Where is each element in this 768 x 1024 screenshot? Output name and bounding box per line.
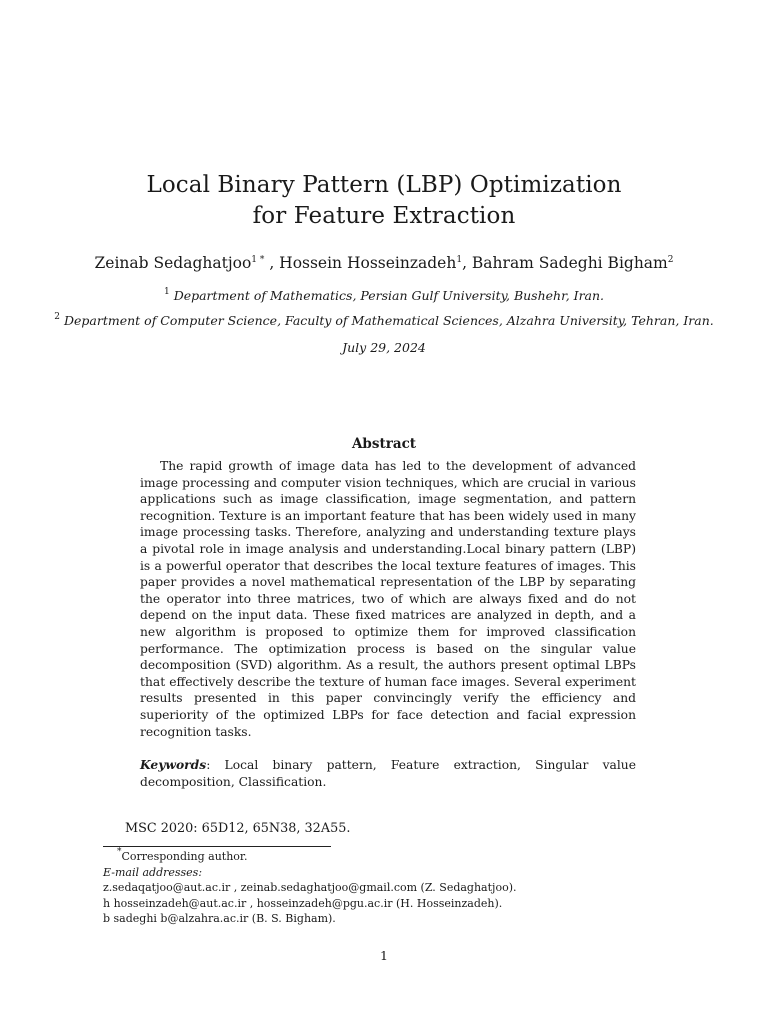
footnote-corresponding bbox=[103, 849, 516, 865]
page-number: 1 bbox=[380, 948, 388, 963]
footnote-email: z.sedaqatjoo@aut.ac.ir , zeinab.sedaghatjoo@gmail.com (Z. Sedaghatjoo). bbox=[103, 881, 517, 894]
author-separator: , bbox=[264, 254, 280, 272]
abstract-body: The rapid growth of image data has led to the development of advanced image processing and computer vision techniques, which are crucial in various applications such as image classification, image segmentation, and pattern recognition. Texture is an important feature that has been widely used in many image processing tasks. Therefore, analyzing and understanding texture plays a pivotal role in image analysis and understanding.Local binary pattern (LBP) is a powerful operator that describes the local texture features of images. This paper provides a novel mathematical representation of the LBP by separating the operator into three matrices, two of which are always fixed and do not depend on the input data. These fixed matrices are analyzed in depth, and a new algorithm is proposed to optimize them for improved classification performance. The optimization process is based on the singular value decomposition (SVD) algorithm. As a result, the authors present optimal LBPs that effectively describe the texture of human face images. Several experiment results presented in this paper convincingly verify the efficiency and superiority of the optimized LBPs for face detection and facial expression recognition tasks. bbox=[140, 459, 636, 739]
footnote-email: h hosseinzadeh@aut.ac.ir , hosseinzadeh@pgu.ac.ir (H. Hosseinzadeh). bbox=[103, 896, 503, 910]
author-separator: , bbox=[462, 254, 472, 272]
publication-date: July 29, 2024 bbox=[342, 340, 426, 355]
affiliation-mark: 1 bbox=[163, 287, 170, 297]
author-mark: 2 bbox=[667, 255, 674, 265]
title-line-1: Local Binary Pattern (LBP) Optimization bbox=[146, 172, 622, 198]
title-line-2: for Feature Extraction bbox=[252, 203, 516, 229]
footnote-email: b sadeghi b@alzahra.ac.ir (B. S. Bigham). bbox=[103, 912, 336, 925]
author-mark: 1 bbox=[456, 255, 463, 265]
author-name: Zeinab Sedaghatjoo bbox=[94, 254, 252, 272]
author-mark: 1 * bbox=[251, 255, 265, 265]
keywords-text: : Local binary pattern, Feature extraction, Singular value decomposition, Classification. bbox=[140, 758, 636, 789]
footnote-divider bbox=[103, 846, 331, 847]
author-name: Hossein Hosseinzadeh bbox=[279, 254, 457, 272]
affiliation-mark: 2 bbox=[54, 312, 61, 322]
footnotes bbox=[103, 849, 516, 927]
author-list bbox=[0, 254, 768, 272]
keywords bbox=[140, 757, 636, 790]
author-name: Bahram Sadeghi Bigham bbox=[471, 254, 668, 272]
affiliation-2 bbox=[0, 313, 768, 328]
keywords-label: Keywords bbox=[140, 757, 207, 772]
paper-title bbox=[0, 170, 768, 232]
affiliation-text: Department of Computer Science, Faculty of Mathematical Sciences, Alzahra University, Tehran, Iran. bbox=[64, 313, 714, 328]
msc-classification: MSC 2020: 65D12, 65N38, 32A55. bbox=[125, 821, 351, 836]
affiliation-text: Department of Mathematics, Persian Gulf University, Bushehr, Iran. bbox=[173, 288, 605, 303]
footnote-mark: * bbox=[117, 847, 122, 857]
affiliation-1 bbox=[0, 288, 768, 303]
abstract-heading: Abstract bbox=[351, 436, 417, 452]
footnote-corresponding-text: Corresponding author. bbox=[121, 850, 248, 863]
footnote-email-label: E-mail addresses: bbox=[103, 865, 203, 879]
